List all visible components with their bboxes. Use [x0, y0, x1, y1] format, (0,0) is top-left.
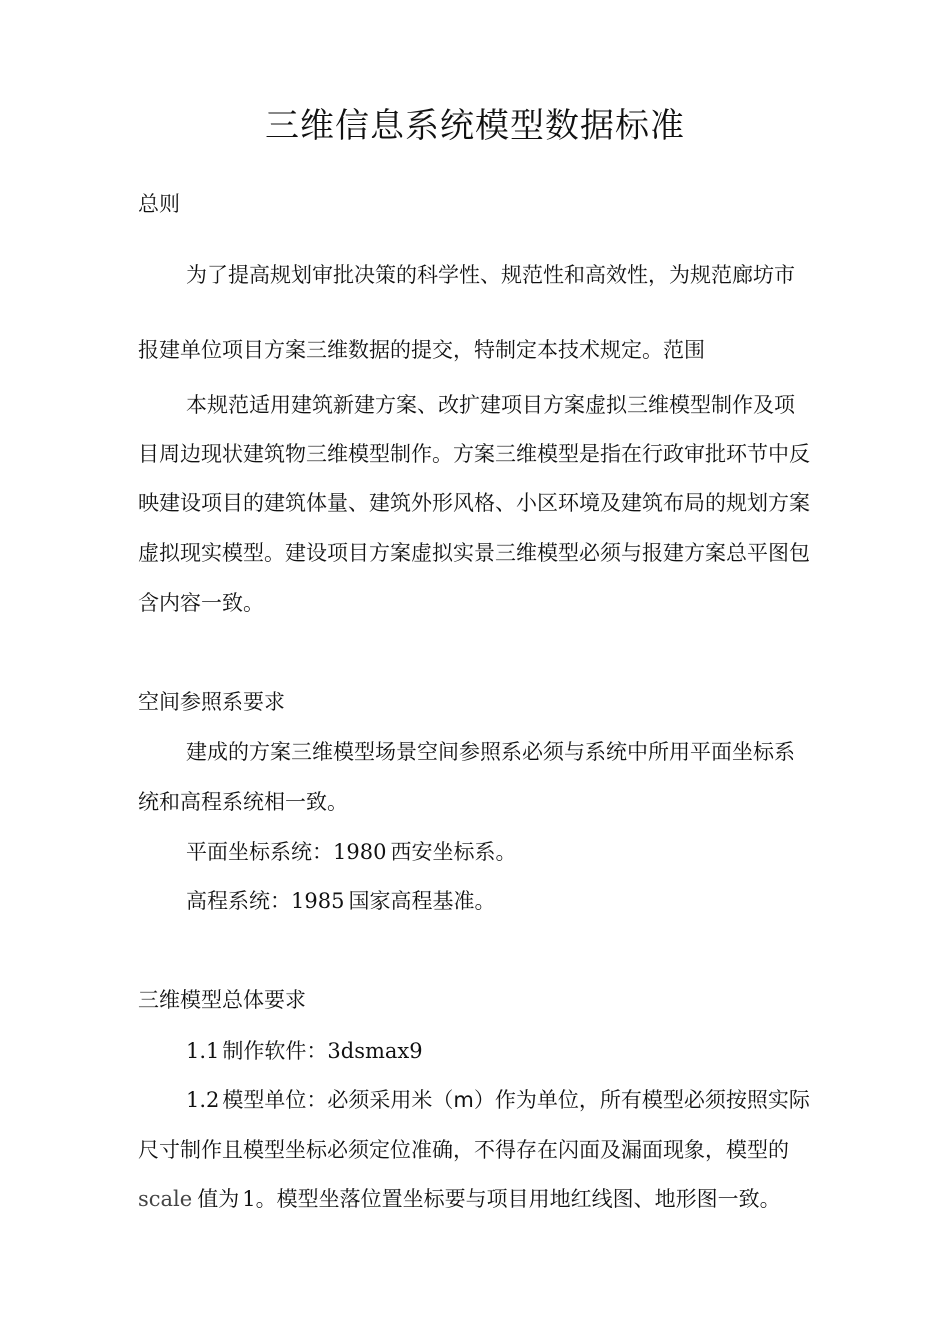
plane-coordinate-text: 西安坐标系。 [390, 840, 517, 864]
paragraph-line: 映建设项目的建筑体量、建筑外形风格、小区环境及建筑布局的规划方案 [138, 491, 810, 515]
section-heading-overall: 三维模型总体要求 [138, 988, 306, 1012]
item-value: 3dsmax9 [327, 1039, 423, 1063]
paragraph-line: 含内容一致。 [138, 591, 264, 615]
scale-text: 值为 [197, 1187, 240, 1211]
paragraph-line: 统和高程系统相一致。 [138, 790, 348, 814]
paragraph-line: 本规范适用建筑新建方案、改扩建项目方案虚拟三维模型制作及项 [186, 393, 795, 417]
paragraph-line: 报建单位项目方案三维数据的提交，特制定本技术规定。范围 [138, 338, 705, 362]
height-system-year: 1985 [291, 889, 345, 913]
item-1-2 [186, 1085, 810, 1115]
height-system-text: 国家高程基准。 [348, 889, 496, 913]
item-label: 制作软件： [222, 1039, 328, 1063]
height-system-label: 高程系统： [186, 889, 291, 913]
paragraph-line-scale [138, 1184, 781, 1214]
scale-value: 1 [242, 1187, 256, 1211]
item-text: 模型单位：必须采用米（m）作为单位，所有模型必须按照实际 [222, 1088, 810, 1112]
item-number: 1.2 [186, 1088, 220, 1112]
paragraph-line: 虚拟现实模型。建设项目方案虚拟实景三维模型必须与报建方案总平图包 [138, 541, 810, 565]
plane-coordinate-year: 1980 [333, 840, 387, 864]
item-1-1 [186, 1036, 423, 1066]
section-heading-spatial: 空间参照系要求 [138, 690, 285, 714]
section-heading-general: 总则 [138, 192, 180, 216]
paragraph-line: 建成的方案三维模型场景空间参照系必须与系统中所用平面坐标系 [186, 740, 795, 764]
document-title: 三维信息系统模型数据标准 [265, 106, 685, 146]
scale-keyword: scale [138, 1187, 193, 1211]
height-system-line [186, 886, 495, 916]
item-number: 1.1 [186, 1039, 220, 1063]
scale-rest: 。模型坐落位置坐标要与项目用地红线图、地形图一致。 [255, 1187, 781, 1211]
plane-coordinate-label: 平面坐标系统： [186, 840, 333, 864]
paragraph-line: 为了提高规划审批决策的科学性、规范性和高效性，为规范廊坊市 [186, 263, 795, 287]
paragraph-line: 尺寸制作且模型坐标必须定位准确，不得存在闪面及漏面现象，模型的 [138, 1138, 789, 1162]
plane-coordinate-line [186, 837, 516, 867]
paragraph-line: 目周边现状建筑物三维模型制作。方案三维模型是指在行政审批环节中反 [138, 442, 810, 466]
